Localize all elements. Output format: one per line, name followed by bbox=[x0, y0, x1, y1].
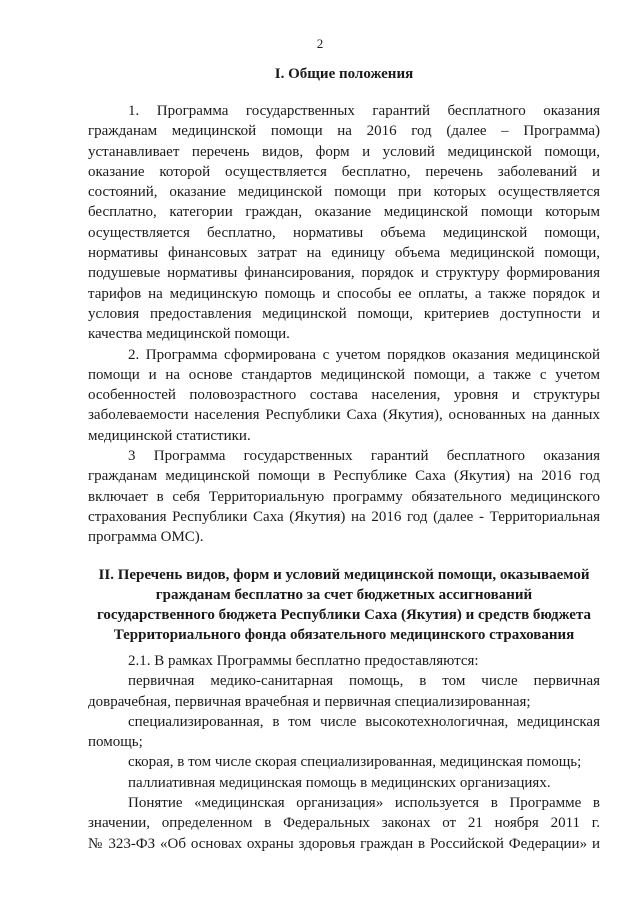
text-line: особенностей половозрастного состава населения, уровня и структуры bbox=[88, 387, 600, 404]
text-line: 1. Программа государственных гарантий бесплатного оказания bbox=[128, 103, 600, 119]
text-line: медицинской статистики. bbox=[88, 427, 251, 444]
text-line: подушевые нормативы финансирования, порядок и структуру формирования bbox=[88, 265, 600, 282]
section-2-title bbox=[88, 565, 600, 645]
text-line: значении, определенном в Федеральных законах от 21 ноября 2011 г. bbox=[88, 815, 600, 832]
text-line: 2.1. В рамках Программы бесплатно предоставляются: bbox=[128, 653, 479, 669]
text-line: программа ОМС). bbox=[88, 529, 204, 546]
section-1-title-text: I. Общие положения bbox=[274, 66, 414, 82]
text-line: включает в себя Территориальную программу обязательного медицинского bbox=[88, 488, 600, 505]
text-line: 3 Программа государственных гарантий бесплатного оказания bbox=[128, 448, 600, 465]
text-line: заболеваемости населения Республики Саха (Якутия), основанных на данных bbox=[88, 407, 600, 424]
text-line: осуществляется бесплатно, нормативы объема медицинской помощи, bbox=[88, 224, 600, 241]
text-line: первичная медико-санитарная помощь, в том числе первичная bbox=[128, 673, 600, 690]
text-line: гражданам медицинской помощи на 2016 год (далее – Программа) bbox=[88, 123, 600, 140]
text-line: специализированная, в том числе высокотехнологичная, медицинская bbox=[128, 713, 600, 730]
text-line: условия предоставления медицинской помощи, критериев доступности и bbox=[88, 305, 600, 322]
text-line: тарифов на медицинскую помощь и способы ее оплаты, а также порядок и bbox=[88, 285, 600, 302]
section-2-body bbox=[88, 651, 600, 854]
text-line: помощь; bbox=[88, 734, 143, 751]
text-line: страхования Республики Саха (Якутия) на 2016 год (далее - Территориальная bbox=[88, 508, 600, 525]
text-line: скорая, в том числе скорая специализированная, медицинская помощь; bbox=[128, 754, 582, 771]
text-line: состояний, оказание медицинской помощи при которых осуществляется bbox=[88, 184, 600, 201]
text-line: № 323-ФЗ «Об основах охраны здоровья граждан в Российской Федерации» и bbox=[88, 835, 600, 852]
section-2-title-line: II. Перечень видов, форм и условий медицинской помощи, оказываемой bbox=[98, 567, 590, 583]
text-line: гражданам медицинской помощи в Республике Саха (Якутия) на 2016 год bbox=[88, 468, 600, 485]
text-line: качества медицинской помощи. bbox=[88, 326, 290, 343]
text-line: устанавливает перечень видов, форм и условий медицинской помощи, bbox=[88, 143, 600, 160]
text-line: Понятие «медицинская организация» используется в Программе в bbox=[128, 795, 600, 812]
text-line: паллиативная медицинская помощь в медицинских организациях. bbox=[128, 774, 551, 791]
text-line: доврачебная, первичная врачебная и первичная специализированная; bbox=[88, 693, 531, 710]
text-line: оказание которой осуществляется бесплатно, перечень заболеваний и bbox=[88, 163, 600, 180]
text-line: бесплатно, категории граждан, оказание медицинской помощи которым bbox=[88, 204, 600, 221]
text-line: помощи и на основе стандартов медицинской помощи, а также с учетом bbox=[88, 366, 600, 383]
section-2-title-line: Территориального фонда обязательного медицинского страхования bbox=[113, 627, 575, 643]
section-2-title-line: гражданам бесплатно за счет бюджетных ассигнований bbox=[155, 587, 533, 603]
section-2-title-line: государственного бюджета Республики Саха (Якутия) и средств бюджета bbox=[96, 607, 591, 623]
page-number: 2 bbox=[316, 36, 324, 51]
section-1-body bbox=[88, 101, 600, 548]
text-line: 2. Программа сформирована с учетом порядков оказания медицинской bbox=[128, 346, 600, 363]
text-line: нормативы финансовых затрат на единицу объема медицинской помощи, bbox=[88, 245, 600, 262]
section-1-title bbox=[88, 64, 600, 84]
